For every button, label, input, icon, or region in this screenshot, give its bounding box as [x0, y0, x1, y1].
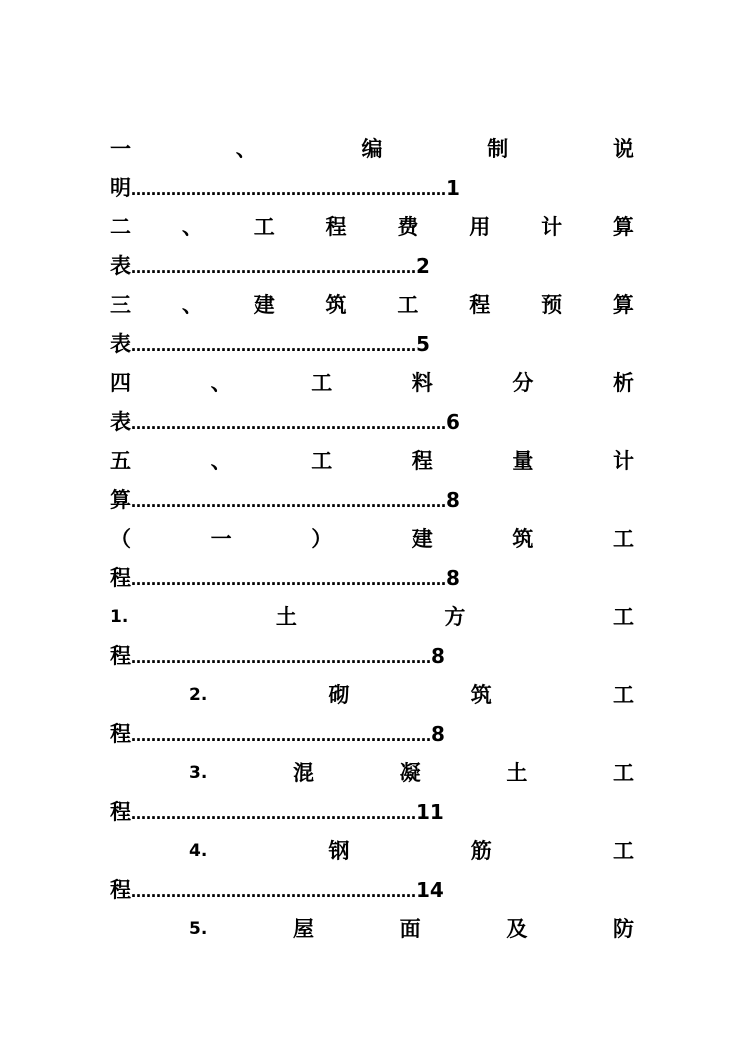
- toc-entry: [110, 598, 634, 676]
- toc-title-token: 、: [235, 137, 257, 161]
- toc-entry-title: [110, 754, 634, 793]
- toc-page-number: 6: [446, 410, 460, 434]
- toc-page-number: 8: [431, 644, 445, 668]
- toc-title-token: 钢: [328, 839, 350, 863]
- toc-entry-title: [110, 442, 634, 481]
- toc-title-token: 屋: [292, 917, 314, 941]
- toc-entry: [110, 676, 634, 754]
- toc-leader-text: 明: [110, 176, 131, 200]
- toc-title-token: 砌: [328, 683, 350, 707]
- toc-leader-text: 程: [110, 722, 131, 746]
- toc-title-token: 筋: [470, 839, 492, 863]
- toc-entry-title: [110, 676, 634, 715]
- toc-title-token: 一: [210, 527, 232, 551]
- toc-entry-title: [110, 286, 634, 325]
- toc-title-token: 工: [311, 371, 333, 395]
- toc-entry: [110, 130, 634, 208]
- toc-title-token: 4.: [189, 841, 208, 861]
- toc-title-token: 土: [506, 761, 528, 785]
- toc-title-token: 计: [612, 449, 634, 473]
- toc-entry-leader: [110, 481, 634, 520]
- table-of-contents: [110, 130, 634, 949]
- toc-title-token: ）: [311, 527, 333, 551]
- toc-title-token: 费: [397, 215, 419, 239]
- toc-dot-leader: …………………………………………………: [131, 883, 416, 901]
- toc-title-token: 一: [110, 137, 131, 161]
- toc-title-token: 工: [612, 527, 634, 551]
- toc-title-token: 1.: [110, 607, 129, 627]
- toc-title-token: 制: [487, 137, 509, 161]
- toc-entry: [110, 520, 634, 598]
- toc-entry: [110, 910, 634, 949]
- toc-entry: [110, 208, 634, 286]
- toc-page-number: 2: [416, 254, 430, 278]
- toc-title-token: 工: [397, 293, 419, 317]
- toc-title-token: 方: [444, 605, 466, 629]
- toc-page-number: 11: [416, 800, 444, 824]
- toc-title-token: 混: [292, 761, 314, 785]
- toc-entry-leader: [110, 637, 634, 676]
- toc-title-token: 说: [613, 137, 634, 161]
- toc-entry-leader: [110, 793, 634, 832]
- toc-leader-text: 程: [110, 800, 131, 824]
- toc-title-token: 编: [361, 137, 383, 161]
- toc-title-token: 计: [541, 215, 563, 239]
- toc-title-token: 筑: [325, 293, 347, 317]
- toc-title-token: 建: [253, 293, 275, 317]
- toc-title-token: 工: [612, 605, 634, 629]
- toc-title-token: 、: [181, 215, 203, 239]
- toc-dot-leader: ………………………………………………………: [131, 571, 446, 589]
- toc-leader-text: 表: [110, 410, 131, 434]
- toc-entry: [110, 754, 634, 832]
- toc-leader-text: 表: [110, 254, 131, 278]
- toc-entry-leader: [110, 715, 634, 754]
- toc-title-token: 五: [110, 449, 131, 473]
- toc-leader-text: 程: [110, 878, 131, 902]
- toc-entry-title: [110, 208, 634, 247]
- toc-title-token: 土: [275, 605, 297, 629]
- toc-title-token: 工: [253, 215, 275, 239]
- toc-title-token: 工: [612, 761, 634, 785]
- toc-title-token: 防: [612, 917, 634, 941]
- toc-dot-leader: ………………………………………………………: [131, 493, 446, 511]
- toc-page-number: 14: [416, 878, 444, 902]
- toc-page-number: 5: [416, 332, 430, 356]
- toc-title-token: （: [110, 527, 131, 551]
- toc-title-token: 三: [110, 293, 131, 317]
- toc-title-token: 工: [311, 449, 333, 473]
- toc-entry: [110, 286, 634, 364]
- toc-page-number: 8: [446, 488, 460, 512]
- toc-dot-leader: ……………………………………………………: [131, 649, 431, 667]
- toc-dot-leader: ……………………………………………………: [131, 727, 431, 745]
- toc-title-token: 3.: [189, 763, 208, 783]
- toc-entry-leader: [110, 169, 634, 208]
- toc-entry-leader: [110, 871, 634, 910]
- toc-title-token: 分: [512, 371, 534, 395]
- toc-title-token: 四: [110, 371, 131, 395]
- toc-title-token: 用: [469, 215, 491, 239]
- toc-entry-leader: [110, 325, 634, 364]
- toc-dot-leader: ………………………………………………………: [131, 181, 446, 199]
- toc-title-token: 量: [512, 449, 534, 473]
- toc-entry-leader: [110, 403, 634, 442]
- toc-title-token: 凝: [399, 761, 421, 785]
- toc-title-token: 、: [210, 449, 232, 473]
- toc-page-number: 8: [431, 722, 445, 746]
- toc-title-token: 程: [411, 449, 433, 473]
- toc-title-token: 5.: [189, 919, 208, 939]
- toc-entry-title: [110, 832, 634, 871]
- toc-title-token: 及: [506, 917, 528, 941]
- toc-entry-title: [110, 598, 634, 637]
- toc-dot-leader: …………………………………………………: [131, 259, 416, 277]
- toc-entry-title: [110, 520, 634, 559]
- toc-title-token: 预: [541, 293, 563, 317]
- toc-entry: [110, 364, 634, 442]
- toc-title-token: 算: [612, 215, 634, 239]
- toc-title-token: 工: [613, 683, 634, 707]
- toc-title-token: 2.: [189, 685, 208, 705]
- toc-entry-title: [110, 130, 634, 169]
- toc-entry-leader: [110, 559, 634, 598]
- toc-title-token: 程: [469, 293, 491, 317]
- toc-title-token: 程: [325, 215, 347, 239]
- toc-page-number: 1: [446, 176, 460, 200]
- toc-dot-leader: …………………………………………………: [131, 805, 416, 823]
- toc-entry: [110, 442, 634, 520]
- toc-title-token: 筑: [470, 683, 492, 707]
- toc-title-token: 算: [612, 293, 634, 317]
- toc-entry-leader: [110, 247, 634, 286]
- toc-page-number: 8: [446, 566, 460, 590]
- toc-dot-leader: …………………………………………………: [131, 337, 416, 355]
- toc-title-token: 、: [181, 293, 203, 317]
- toc-title-token: 析: [612, 371, 634, 395]
- toc-leader-text: 算: [110, 488, 131, 512]
- toc-title-token: 建: [411, 527, 433, 551]
- toc-title-token: 筑: [512, 527, 534, 551]
- toc-title-token: 面: [399, 917, 421, 941]
- toc-entry-title: [110, 910, 634, 949]
- toc-entry: [110, 832, 634, 910]
- toc-title-token: 、: [210, 371, 232, 395]
- toc-entry-title: [110, 364, 634, 403]
- toc-leader-text: 程: [110, 644, 131, 668]
- toc-title-token: 二: [110, 215, 131, 239]
- toc-leader-text: 程: [110, 566, 131, 590]
- toc-title-token: 料: [411, 371, 433, 395]
- toc-dot-leader: ………………………………………………………: [131, 415, 446, 433]
- toc-title-token: 工: [613, 839, 634, 863]
- toc-leader-text: 表: [110, 332, 131, 356]
